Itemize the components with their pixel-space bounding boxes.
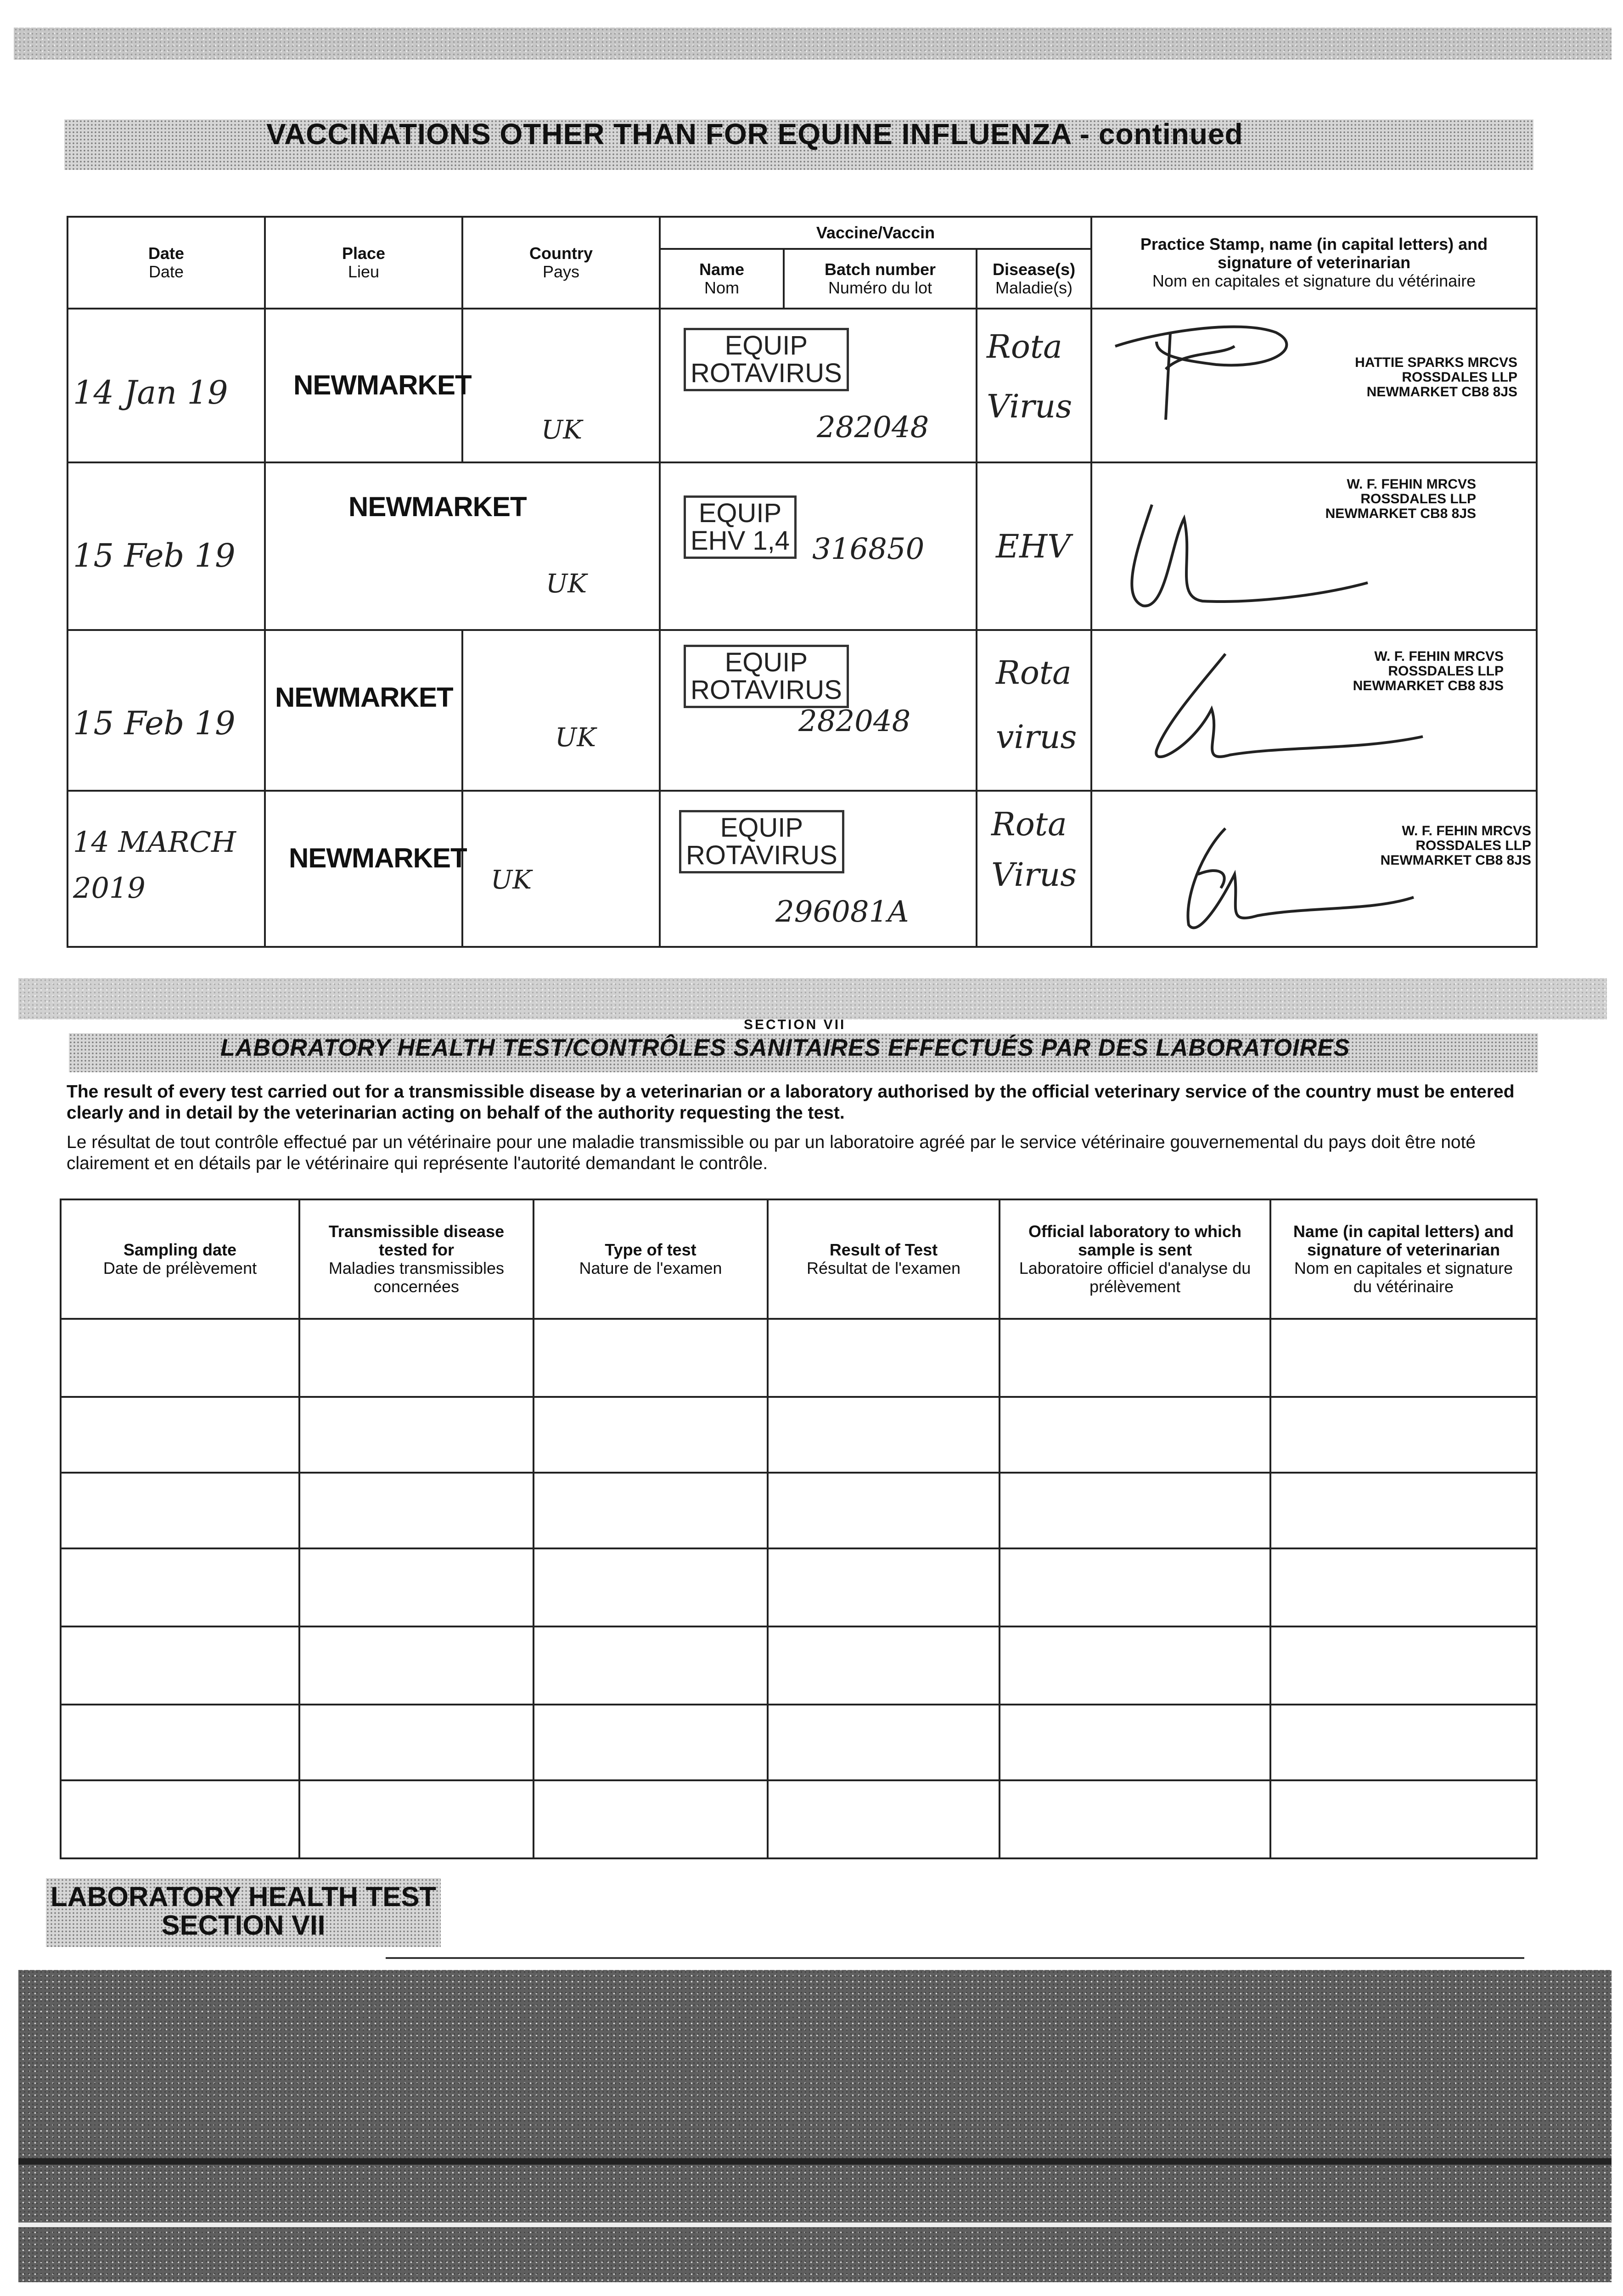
row-country: UK bbox=[541, 415, 583, 445]
row-batch: 282048 bbox=[798, 704, 911, 738]
row-disease-line-2: virus bbox=[996, 718, 1077, 756]
lab-table-row bbox=[61, 1780, 1537, 1858]
vaccinations-title: VACCINATIONS OTHER THAN FOR EQUINE INFLUENZA - continued bbox=[266, 118, 1243, 151]
row-disease-line-1: Rota bbox=[987, 328, 1062, 366]
vaccine-stamp: EQUIP ROTAVIRUS bbox=[684, 645, 849, 708]
row-date: 14 Jan 19 bbox=[73, 374, 228, 411]
header-vaccine: Vaccine/Vaccin bbox=[660, 217, 1091, 249]
lab-table-row bbox=[61, 1705, 1537, 1780]
lab-header-sampling-date: Sampling date Date de prélèvement bbox=[61, 1199, 299, 1319]
laboratory-instructions-en: The result of every test carried out for a transmissible disease by a veterinarian or a laboratory authorised by the official veterinary service of the country must be entered clearly and in detail by the veterinarian acting on behalf of the authority requesting the test. bbox=[67, 1082, 1515, 1123]
vet-stamp: HATTIE SPARKS MRCVS ROSSDALES LLP NEWMARKET CB8 8JS bbox=[1355, 355, 1518, 400]
laboratory-table bbox=[60, 1199, 1538, 1859]
section-label: SECTION VII bbox=[744, 1017, 846, 1032]
laboratory-title: LABORATORY HEALTH TEST/CONTRÔLES SANITAIRES EFFECTUÉS PAR DES LABORATOIRES bbox=[220, 1035, 1350, 1061]
row-date: 14 MARCH 2019 bbox=[73, 825, 236, 905]
vaccination-row bbox=[67, 309, 1537, 462]
lab-header-test-type: Type of test Nature de l'examen bbox=[534, 1199, 768, 1319]
row-date: 15 Feb 19 bbox=[73, 704, 236, 742]
vaccination-row bbox=[67, 462, 1537, 630]
footer-rule bbox=[386, 1957, 1524, 1959]
header-batch: Batch number Numéro du lot bbox=[784, 249, 977, 309]
footer-label-line-2: SECTION VII bbox=[161, 1910, 326, 1941]
row-batch: 282048 bbox=[817, 411, 929, 445]
row-country: UK bbox=[491, 865, 532, 895]
vaccine-stamp: EQUIP EHV 1,4 bbox=[684, 495, 797, 559]
vet-stamp: W. F. FEHIN MRCVS ROSSDALES LLP NEWMARKET CB8 8JS bbox=[1325, 477, 1477, 521]
row-date: 15 Feb 19 bbox=[73, 537, 236, 574]
lab-table-row bbox=[61, 1548, 1537, 1626]
scan-edge-top bbox=[14, 28, 1612, 60]
vaccinations-table bbox=[67, 216, 1538, 948]
lab-header-result: Result of Test Résultat de l'examen bbox=[768, 1199, 1000, 1319]
row-batch: 296081A bbox=[775, 895, 909, 929]
scan-band-middle bbox=[18, 978, 1607, 1019]
row-disease-line-1: EHV bbox=[996, 528, 1071, 565]
footer-label bbox=[51, 1883, 436, 1940]
row-country: UK bbox=[555, 723, 596, 753]
footer-label-line-1: LABORATORY HEALTH TEST bbox=[51, 1881, 436, 1912]
lab-table-row bbox=[61, 1319, 1537, 1397]
lab-table-row bbox=[61, 1473, 1537, 1548]
row-place: NEWMARKET bbox=[275, 682, 453, 713]
laboratory-instructions-fr: Le résultat de tout contrôle effectué par un vétérinaire pour une maladie transmissible ou par un laboratoire agréé par le service vétérinaire gouvernemental du pays doit être noté clairement et en détails par le vétérinaire qui représente l'autorité demandant le contrôle. bbox=[67, 1132, 1476, 1173]
vaccination-row bbox=[67, 630, 1537, 791]
vaccination-row bbox=[67, 791, 1537, 947]
lab-table-row bbox=[61, 1397, 1537, 1473]
header-vaccine-name: Name Nom bbox=[660, 249, 784, 309]
vet-signature bbox=[1101, 314, 1322, 438]
scan-stripe-2 bbox=[18, 2223, 1612, 2227]
vaccine-stamp: EQUIP ROTAVIRUS bbox=[679, 810, 844, 873]
row-place: NEWMARKET bbox=[289, 843, 467, 873]
row-country: UK bbox=[546, 569, 587, 599]
scan-area-bottom bbox=[18, 1970, 1612, 2282]
header-practice: Practice Stamp, name (in capital letters) and signature of veterinarian Nom en capitales et signature du vétérinaire bbox=[1091, 217, 1537, 309]
header-country: Country Pays bbox=[462, 217, 660, 309]
row-disease-line-2: Virus bbox=[987, 388, 1073, 425]
vaccine-stamp: EQUIP ROTAVIRUS bbox=[684, 328, 849, 391]
row-disease-line-1: Rota bbox=[991, 805, 1067, 843]
vet-stamp: W. F. FEHIN MRCVS ROSSDALES LLP NEWMARKET CB8 8JS bbox=[1380, 823, 1532, 868]
row-place: NEWMARKET bbox=[293, 370, 472, 400]
lab-table-row bbox=[61, 1626, 1537, 1705]
row-place: NEWMARKET bbox=[348, 491, 527, 522]
scan-stripe-1 bbox=[18, 2158, 1612, 2165]
lab-header-veterinarian: Name (in capital letters) and signature of veterinarian Nom en capitales et signature du vétérinaire bbox=[1270, 1199, 1537, 1319]
row-batch: 316850 bbox=[812, 532, 925, 566]
lab-header-disease: Transmissible disease tested for Maladies transmissibles concernées bbox=[299, 1199, 534, 1319]
row-disease-line-1: Rota bbox=[996, 654, 1072, 692]
row-disease-line-2: Virus bbox=[991, 856, 1077, 894]
header-disease: Disease(s) Maladie(s) bbox=[977, 249, 1091, 309]
header-date: Date Date bbox=[67, 217, 265, 309]
lab-header-laboratory: Official laboratory to which sample is sent Laboratoire officiel d'analyse du prélèvement bbox=[1000, 1199, 1270, 1319]
header-place: Place Lieu bbox=[265, 217, 462, 309]
vet-stamp: W. F. FEHIN MRCVS ROSSDALES LLP NEWMARKET CB8 8JS bbox=[1353, 649, 1504, 693]
